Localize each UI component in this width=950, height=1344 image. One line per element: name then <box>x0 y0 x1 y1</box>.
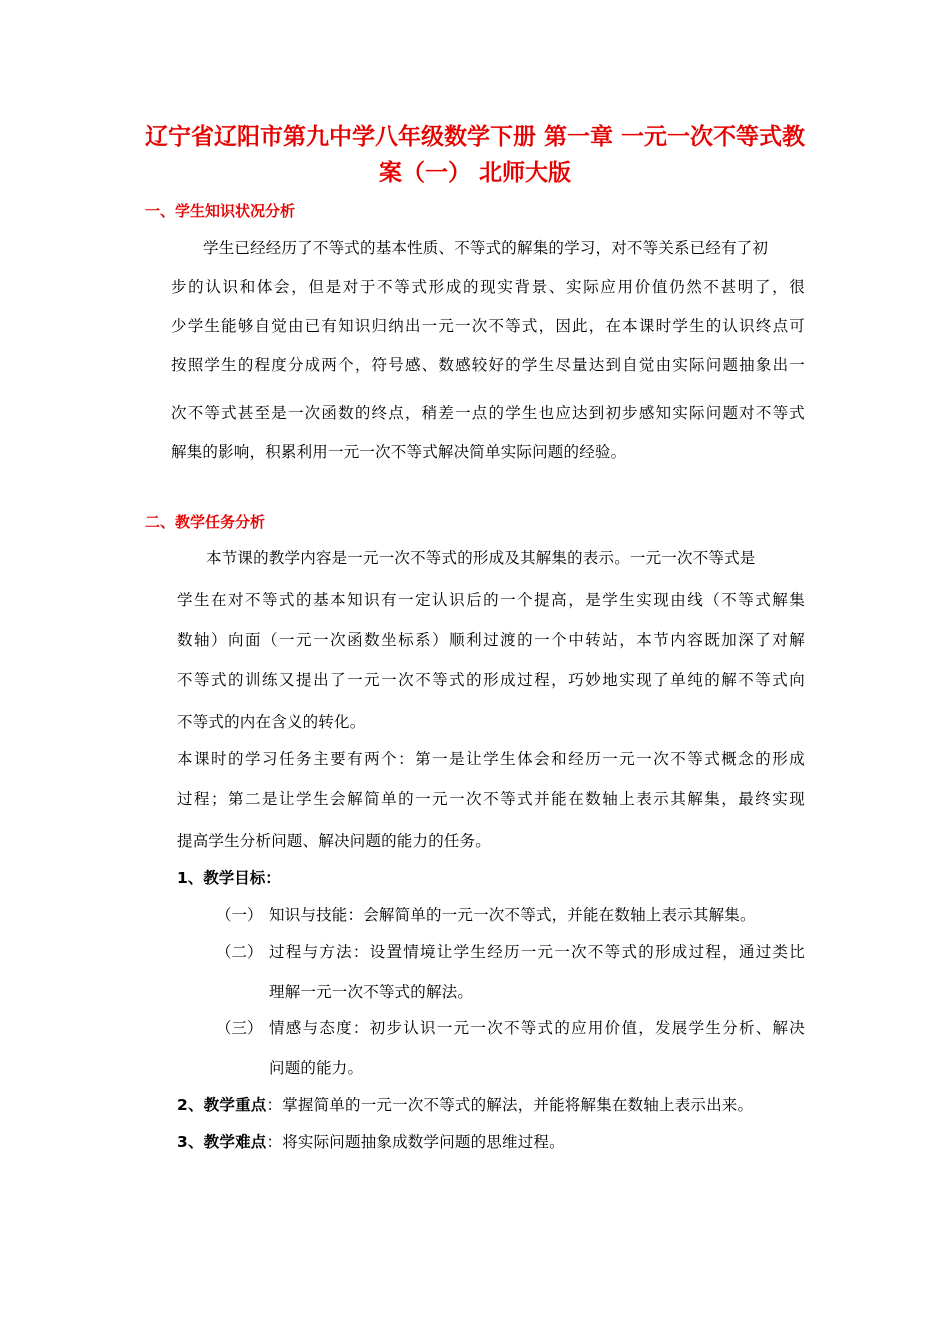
section-2-para-1-line-3: 数轴）向面（一元一次函数坐标系）顺利过渡的一个中转站，本节内容既加深了对解 <box>177 631 805 649</box>
difficulty-label: 3、教学难点 <box>177 1133 267 1151</box>
section-1-line-6: 解集的影响，积累利用一元一次不等式解决简单实际问题的经验。 <box>171 443 627 461</box>
key-point-text: ：掌握简单的一元一次不等式的解法，并能将解集在数轴上表示出来。 <box>266 1096 754 1114</box>
section-1-heading: 一、学生知识状况分析 <box>145 202 296 220</box>
goal-3-number: （三） <box>216 1019 263 1037</box>
section-2-para-1-line-4: 不等式的训练又提出了一元一次不等式的形成过程，巧妙地实现了单纯的解不等式向 <box>177 671 805 689</box>
goal-2-number: （二） <box>216 943 263 961</box>
section-1-line-2: 步的认识和体会，但是对于不等式形成的现实背景、实际应用价值仍然不甚明了，很 <box>171 278 805 296</box>
document-title-line-2: 案（一） 北师大版 <box>378 160 571 186</box>
section-1-line-5: 次不等式甚至是一次函数的终点，稍差一点的学生也应达到初步感知实际问题对不等式 <box>171 404 805 422</box>
goal-1-line-1: 知识与技能：会解简单的一元一次不等式，并能在数轴上表示其解集。 <box>269 906 756 924</box>
goal-3-line-1: 情感与态度：初步认识一元一次不等式的应用价值，发展学生分析、解决 <box>269 1019 805 1037</box>
section-2-para-2-line-1: 本课时的学习任务主要有两个：第一是让学生体会和经历一元一次不等式概念的形成 <box>177 750 805 768</box>
teaching-goals-heading: 1、教学目标： <box>177 869 281 887</box>
difficulty-line <box>177 1132 565 1152</box>
goal-3-line-2: 问题的能力。 <box>269 1059 364 1077</box>
section-2-para-2-line-3: 提高学生分析问题、解决问题的能力的任务。 <box>177 832 492 850</box>
goal-2-line-1: 过程与方法：设置情境让学生经历一元一次不等式的形成过程，通过类比 <box>269 943 805 961</box>
goal-1-number: （一） <box>216 906 263 924</box>
section-2-para-1-line-5: 不等式的内在含义的转化。 <box>177 713 366 731</box>
section-2-heading: 二、教学任务分析 <box>145 513 266 531</box>
section-1-line-1: 学生已经经历了不等式的基本性质、不等式的解集的学习，对不等关系已经有了初 <box>203 239 769 257</box>
section-2-para-1-line-2: 学生在对不等式的基本知识有一定认识后的一个提高，是学生实现由线（不等式解集 <box>177 591 805 609</box>
section-1-line-4: 按照学生的程度分成两个，符号感、数感较好的学生尽量达到自觉由实际问题抽象出一 <box>171 356 805 374</box>
difficulty-text: ：将实际问题抽象成数学问题的思维过程。 <box>266 1133 565 1151</box>
section-2-para-2-line-2: 过程；第二是让学生会解简单的一元一次不等式并能在数轴上表示其解集，最终实现 <box>177 790 805 808</box>
section-1-line-3: 少学生能够自觉由已有知识归纳出一元一次不等式，因此，在本课时学生的认识终点可 <box>171 317 805 335</box>
key-point-label: 2、教学重点 <box>177 1096 267 1114</box>
goal-2-line-2: 理解一元一次不等式的解法。 <box>269 983 474 1001</box>
document-title-line-1: 辽宁省辽阳市第九中学八年级数学下册 第一章 一元一次不等式教 <box>144 124 805 150</box>
key-point-line <box>177 1095 753 1115</box>
section-2-para-1-line-1: 本节课的教学内容是一元一次不等式的形成及其解集的表示。一元一次不等式是 <box>206 549 756 567</box>
